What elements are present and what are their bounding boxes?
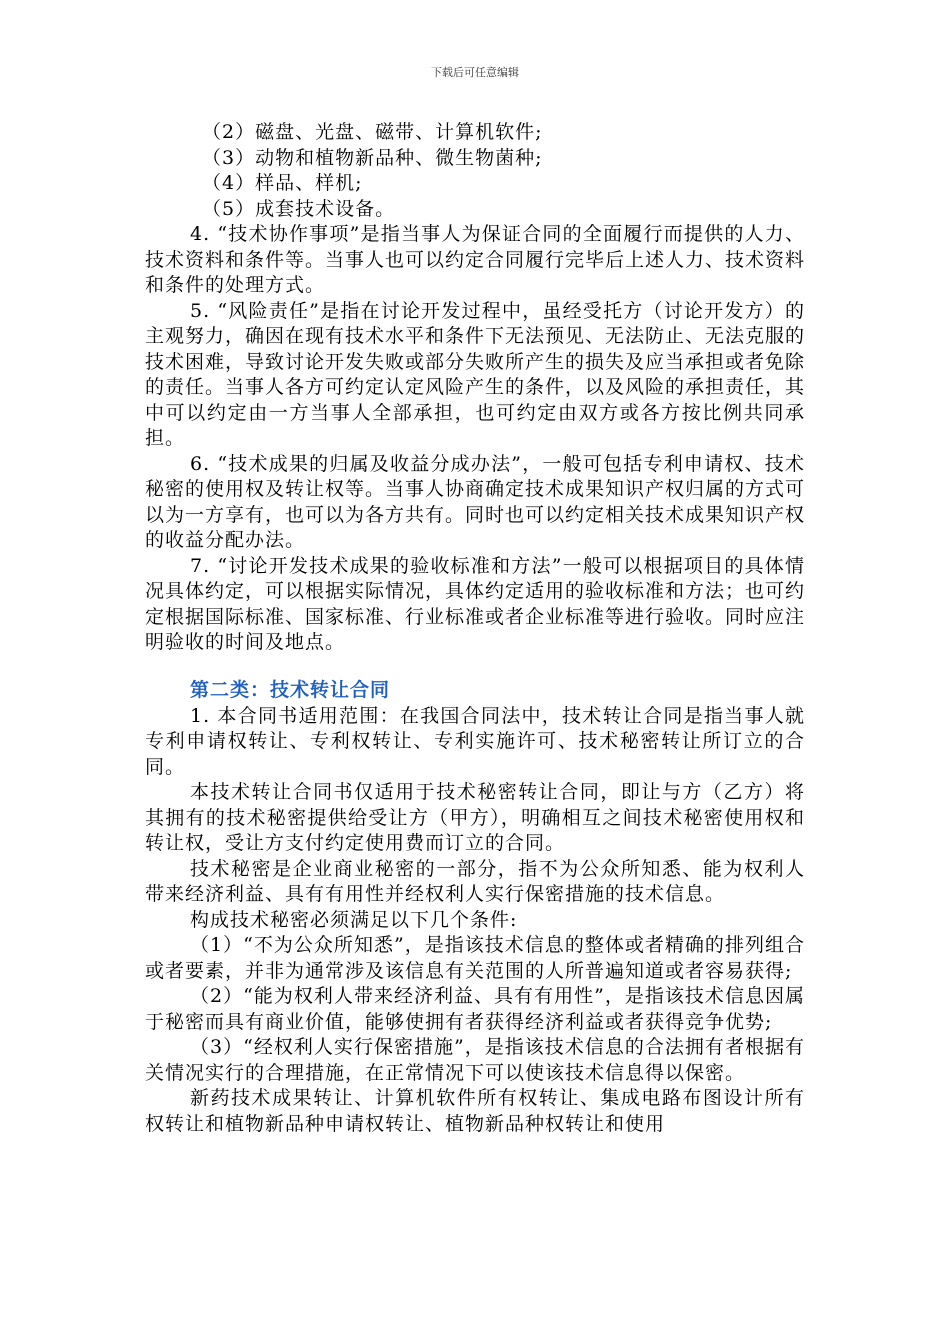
section2-paragraph-4: 构成技术秘密必须满足以下几个条件:: [190, 908, 518, 931]
paragraph-7: 7. “讨论开发技术成果的验收标准和方法”一般可以根据项目的具体情况具体约定，可以根据实际情况，具体约定适用的验收标准和方法；也可约定根据国际标准、国家标准、行业标准或者企业标准等进行验收。同时应注明验收的时间及地点。: [145, 554, 806, 653]
paragraph-5: 5. “风险责任”是指在讨论开发过程中，虽经受托方（讨论开发方）的主观努力，确因在现有技术水平和条件下无法预见、无法防止、无法克服的技术困难，导致讨论开发失败或部分失败所产生的损失及应当承担或者免除的责任。当事人各方可约定认定风险产生的条件，以及风险的承担责任，其中可以约定由一方当事人全部承担，也可约定由双方或各方按比例共同承担。: [145, 299, 806, 449]
list-item: （2）磁盘、光盘、磁带、计算机软件;: [202, 121, 543, 143]
document-body: [145, 120, 805, 1137]
section2-paragraph-2: 本技术转让合同书仅适用于技术秘密转让合同，即让与方（乙方）将其拥有的技术秘密提供给受让方（甲方），明确相互之间技术秘密使用权和转让权，受让方支付约定使用费而订立的合同。: [145, 781, 805, 854]
list-item: （4）样品、样机;: [202, 172, 363, 194]
section-heading: 第二类：技术转让合同: [190, 678, 391, 701]
condition-3: （3）“经权利人实行保密措施”，是指该技术信息的合法拥有者根据有关情况实行的合理措施，在正常情况下可以使该技术信息得以保密。: [145, 1036, 805, 1084]
section2-paragraph-5: 新药技术成果转让、计算机软件所有权转让、集成电路布图设计所有权转让和植物新品种申请权转让、植物新品种权转让和使用: [145, 1087, 805, 1135]
paragraph-6: 6. “技术成果的归属及收益分成办法”，一般可包括专利申请权、技术秘密的使用权及转让权等。当事人协商确定技术成果知识产权归属的方式可以为一方享有，也可以为各方共有。同时也可以约定相关技术成果知识产权的收益分配办法。: [145, 452, 806, 551]
section2-paragraph-3: 技术秘密是企业商业秘密的一部分，指不为公众所知悉、能为权利人带来经济利益、具有有用性并经权利人实行保密措施的技术信息。: [145, 857, 805, 905]
condition-2: （2）“能为权利人带来经济利益、具有有用性”，是指该技术信息因属于秘密而具有商业价值，能够使拥有者获得经济利益或者获得竞争优势;: [145, 985, 805, 1033]
paragraph-4: 4. “技术协作事项”是指当事人为保证合同的全面履行而提供的人力、技术资料和条件等。当事人也可以约定合同履行完毕后上述人力、技术资料和条件的处理方式。: [145, 223, 806, 296]
list-item: （3）动物和植物新品种、微生物菌种;: [202, 146, 543, 169]
list-item: （5）成套技术设备。: [202, 197, 396, 220]
condition-1: （1）“不为公众所知悉”，是指该技术信息的整体或者精确的排列组合或者要素，并非为通常涉及该信息有关范围的人所普遍知道或者容易获得;: [145, 934, 805, 982]
page-header-note: 下载后可任意编辑: [431, 66, 519, 79]
section2-paragraph-1: 1. 本合同书适用范围：在我国合同法中，技术转让合同是指当事人就专利申请权转让、专利权转让、专利实施许可、技术秘密转让所订立的合同。: [145, 704, 805, 778]
